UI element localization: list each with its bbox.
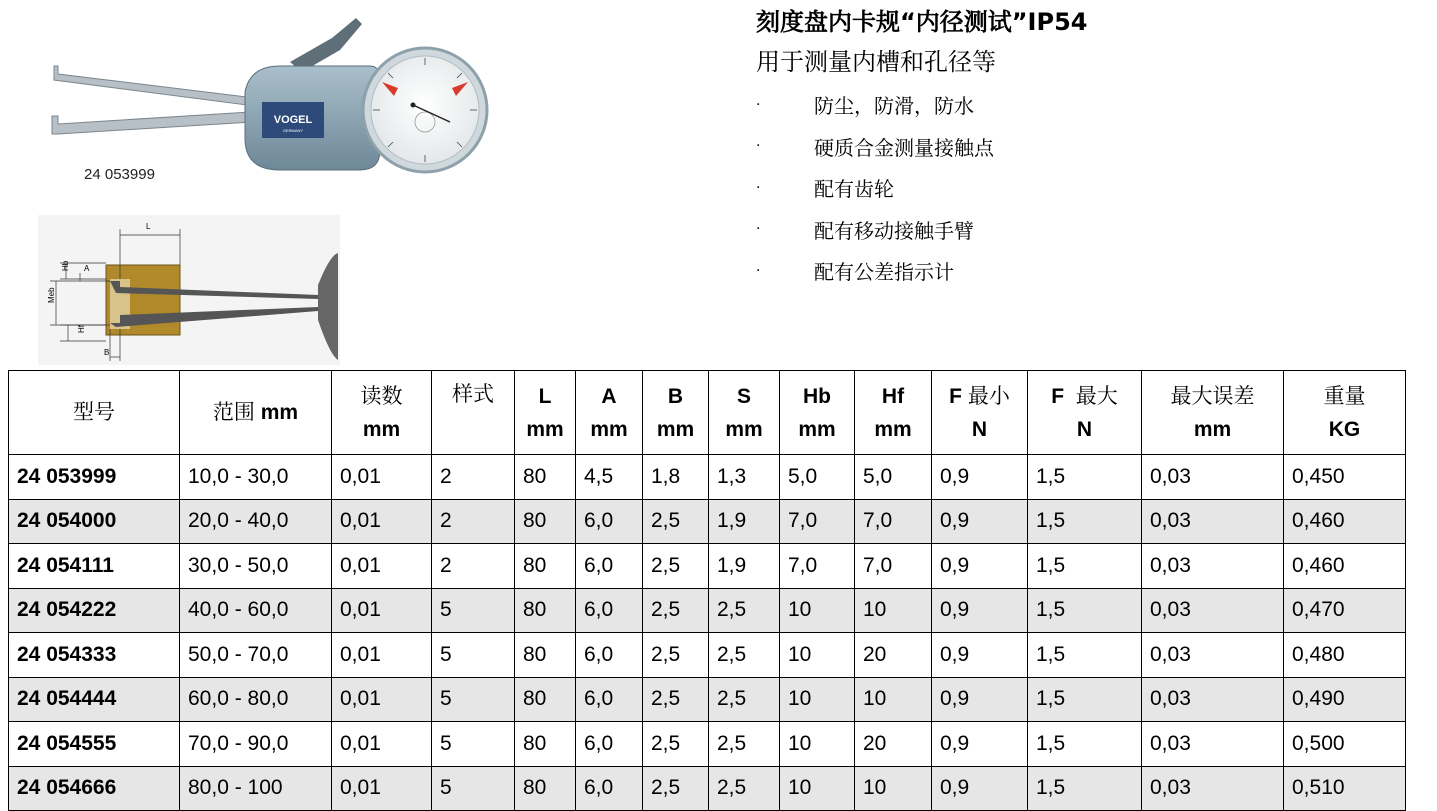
table-row <box>9 633 1406 678</box>
lever-handle <box>290 18 362 72</box>
header-Hb: Hb mm <box>780 371 855 455</box>
header-reading: 读数 mm <box>332 371 432 455</box>
feature-item <box>756 209 994 251</box>
brand-sublabel: GERMANY <box>282 128 304 133</box>
diagram-label-Hf: Hf <box>77 325 86 333</box>
table-row <box>9 677 1406 722</box>
cell-Hf: 7,0 <box>855 544 932 589</box>
product-title: 刻度盘内卡规“内径测试”IP54 <box>756 8 1088 36</box>
cell-S: 1,9 <box>709 544 780 589</box>
cell-model: 24 054000 <box>9 499 180 544</box>
feature-item <box>756 84 994 126</box>
cell-L: 80 <box>515 588 576 633</box>
cell-Hf: 20 <box>855 722 932 767</box>
cell-reading: 0,01 <box>332 499 432 544</box>
cell-force-max: 1,5 <box>1028 633 1142 678</box>
cell-L: 80 <box>515 766 576 811</box>
cell-A: 6,0 <box>576 544 643 589</box>
header-S: S mm <box>709 371 780 455</box>
table-row <box>9 544 1406 589</box>
cell-style: 2 <box>432 455 515 500</box>
cell-L: 80 <box>515 499 576 544</box>
cell-Hf: 20 <box>855 633 932 678</box>
feature-text: 硬质合金测量接触点 <box>814 135 994 160</box>
cell-reading: 0,01 <box>332 633 432 678</box>
cell-Hb: 10 <box>780 677 855 722</box>
cell-force-max: 1,5 <box>1028 499 1142 544</box>
table-header-row <box>9 371 1406 455</box>
cell-style: 5 <box>432 633 515 678</box>
cell-max-error: 0,03 <box>1142 588 1284 633</box>
cell-reading: 0,01 <box>332 677 432 722</box>
cell-force-max: 1,5 <box>1028 588 1142 633</box>
cell-Hb: 5,0 <box>780 455 855 500</box>
diagram-label-B: B <box>104 348 110 357</box>
cell-B: 2,5 <box>643 766 709 811</box>
cell-range: 70,0 - 90,0 <box>180 722 332 767</box>
cell-A: 4,5 <box>576 455 643 500</box>
cell-L: 80 <box>515 677 576 722</box>
cell-S: 2,5 <box>709 677 780 722</box>
cell-force-min: 0,9 <box>932 766 1028 811</box>
feature-text: 防尘，防滑，防水 <box>814 94 974 119</box>
cell-force-min: 0,9 <box>932 633 1028 678</box>
bullet-glyph: · <box>756 96 761 113</box>
header-style: 样式 <box>432 371 515 455</box>
cell-B: 2,5 <box>643 544 709 589</box>
cell-Hb: 7,0 <box>780 544 855 589</box>
cell-reading: 0,01 <box>332 722 432 767</box>
cell-range: 30,0 - 50,0 <box>180 544 332 589</box>
spec-table <box>8 370 1406 811</box>
cell-force-max: 1,5 <box>1028 455 1142 500</box>
diagram-label-L: L <box>146 222 151 231</box>
cell-Hf: 7,0 <box>855 499 932 544</box>
cell-reading: 0,01 <box>332 588 432 633</box>
diagram-label-Meb: Meb <box>47 287 56 303</box>
cell-L: 80 <box>515 633 576 678</box>
cell-force-min: 0,9 <box>932 722 1028 767</box>
cell-max-error: 0,03 <box>1142 722 1284 767</box>
cell-weight: 0,510 <box>1284 766 1406 811</box>
cell-weight: 0,460 <box>1284 499 1406 544</box>
cell-B: 1,8 <box>643 455 709 500</box>
cell-force-min: 0,9 <box>932 677 1028 722</box>
cell-force-min: 0,9 <box>932 499 1028 544</box>
cell-reading: 0,01 <box>332 544 432 589</box>
cell-L: 80 <box>515 544 576 589</box>
table-row <box>9 722 1406 767</box>
cell-B: 2,5 <box>643 499 709 544</box>
cell-model: 24 054444 <box>9 677 180 722</box>
cell-range: 80,0 - 100 <box>180 766 332 811</box>
cell-weight: 0,480 <box>1284 633 1406 678</box>
cell-force-max: 1,5 <box>1028 766 1142 811</box>
cell-style: 2 <box>432 499 515 544</box>
cell-Hb: 10 <box>780 588 855 633</box>
header-Hf: Hf mm <box>855 371 932 455</box>
cell-S: 1,3 <box>709 455 780 500</box>
table-row <box>9 499 1406 544</box>
header-model: 型号 <box>9 371 180 455</box>
diagram-label-A: A <box>84 264 90 273</box>
cell-model: 24 054666 <box>9 766 180 811</box>
cell-S: 2,5 <box>709 588 780 633</box>
cell-style: 5 <box>432 722 515 767</box>
bullet-glyph: · <box>756 138 761 155</box>
caliper-jaw-upper <box>54 66 255 106</box>
feature-item <box>756 250 994 292</box>
cell-L: 80 <box>515 722 576 767</box>
table-row <box>9 766 1406 811</box>
cell-L: 80 <box>515 455 576 500</box>
cell-S: 1,9 <box>709 499 780 544</box>
cell-Hf: 5,0 <box>855 455 932 500</box>
cell-Hf: 10 <box>855 677 932 722</box>
bullet-glyph: · <box>756 179 761 196</box>
cell-A: 6,0 <box>576 588 643 633</box>
cell-Hf: 10 <box>855 588 932 633</box>
header-weight: 重量 KG <box>1284 371 1406 455</box>
header-force-min: F 最小 N <box>932 371 1028 455</box>
cell-A: 6,0 <box>576 677 643 722</box>
cell-A: 6,0 <box>576 766 643 811</box>
cell-model: 24 054111 <box>9 544 180 589</box>
cell-force-max: 1,5 <box>1028 544 1142 589</box>
cell-B: 2,5 <box>643 633 709 678</box>
bullet-glyph: · <box>756 221 761 238</box>
cell-model: 24 054555 <box>9 722 180 767</box>
cell-B: 2,5 <box>643 722 709 767</box>
cell-style: 2 <box>432 544 515 589</box>
cell-style: 5 <box>432 766 515 811</box>
table-row <box>9 455 1406 500</box>
bullet-glyph: · <box>756 262 761 279</box>
feature-item <box>756 126 994 168</box>
cell-weight: 0,450 <box>1284 455 1406 500</box>
cell-max-error: 0,03 <box>1142 633 1284 678</box>
cell-style: 5 <box>432 677 515 722</box>
diagram-label-Hb: Hb <box>61 260 70 271</box>
cell-force-min: 0,9 <box>932 455 1028 500</box>
feature-list <box>756 84 994 292</box>
cell-weight: 0,500 <box>1284 722 1406 767</box>
cell-force-max: 1,5 <box>1028 722 1142 767</box>
cell-Hb: 7,0 <box>780 499 855 544</box>
caliper-jaw-lower <box>52 112 252 134</box>
feature-text: 配有齿轮 <box>814 177 894 202</box>
cell-weight: 0,490 <box>1284 677 1406 722</box>
cell-max-error: 0,03 <box>1142 677 1284 722</box>
header-force-max: F 最大 N <box>1028 371 1142 455</box>
header-L: L mm <box>515 371 576 455</box>
product-item-code: 24 053999 <box>84 166 155 183</box>
cell-force-min: 0,9 <box>932 544 1028 589</box>
cell-S: 2,5 <box>709 766 780 811</box>
cell-S: 2,5 <box>709 633 780 678</box>
cell-model: 24 054333 <box>9 633 180 678</box>
cell-A: 6,0 <box>576 633 643 678</box>
cell-B: 2,5 <box>643 677 709 722</box>
measurement-diagram <box>38 215 340 365</box>
cell-force-max: 1,5 <box>1028 677 1142 722</box>
cell-max-error: 0,03 <box>1142 499 1284 544</box>
header-A: A mm <box>576 371 643 455</box>
header-B: B mm <box>643 371 709 455</box>
cell-max-error: 0,03 <box>1142 544 1284 589</box>
cell-range: 10,0 - 30,0 <box>180 455 332 500</box>
cell-Hb: 10 <box>780 722 855 767</box>
feature-text: 配有移动接触手臂 <box>814 218 974 243</box>
cell-weight: 0,460 <box>1284 544 1406 589</box>
cell-S: 2,5 <box>709 722 780 767</box>
cell-range: 20,0 - 40,0 <box>180 499 332 544</box>
cell-reading: 0,01 <box>332 766 432 811</box>
cell-Hb: 10 <box>780 766 855 811</box>
cell-model: 24 053999 <box>9 455 180 500</box>
cell-B: 2,5 <box>643 588 709 633</box>
header-max-error: 最大误差 mm <box>1142 371 1284 455</box>
cell-style: 5 <box>432 588 515 633</box>
cell-max-error: 0,03 <box>1142 766 1284 811</box>
cell-Hb: 10 <box>780 633 855 678</box>
cell-A: 6,0 <box>576 499 643 544</box>
cell-force-min: 0,9 <box>932 588 1028 633</box>
cell-weight: 0,470 <box>1284 588 1406 633</box>
cell-model: 24 054222 <box>9 588 180 633</box>
cell-A: 6,0 <box>576 722 643 767</box>
table-body <box>9 455 1406 811</box>
cell-range: 40,0 - 60,0 <box>180 588 332 633</box>
cell-reading: 0,01 <box>332 455 432 500</box>
cell-range: 50,0 - 70,0 <box>180 633 332 678</box>
cell-max-error: 0,03 <box>1142 455 1284 500</box>
brand-label: VOGEL <box>273 114 313 126</box>
cell-Hf: 10 <box>855 766 932 811</box>
header-range: 范围 mm <box>180 371 332 455</box>
cell-range: 60,0 - 80,0 <box>180 677 332 722</box>
feature-text: 配有公差指示计 <box>814 260 954 285</box>
product-subtitle: 用于测量内槽和孔径等 <box>756 48 996 76</box>
feature-item <box>756 167 994 209</box>
table-row <box>9 588 1406 633</box>
